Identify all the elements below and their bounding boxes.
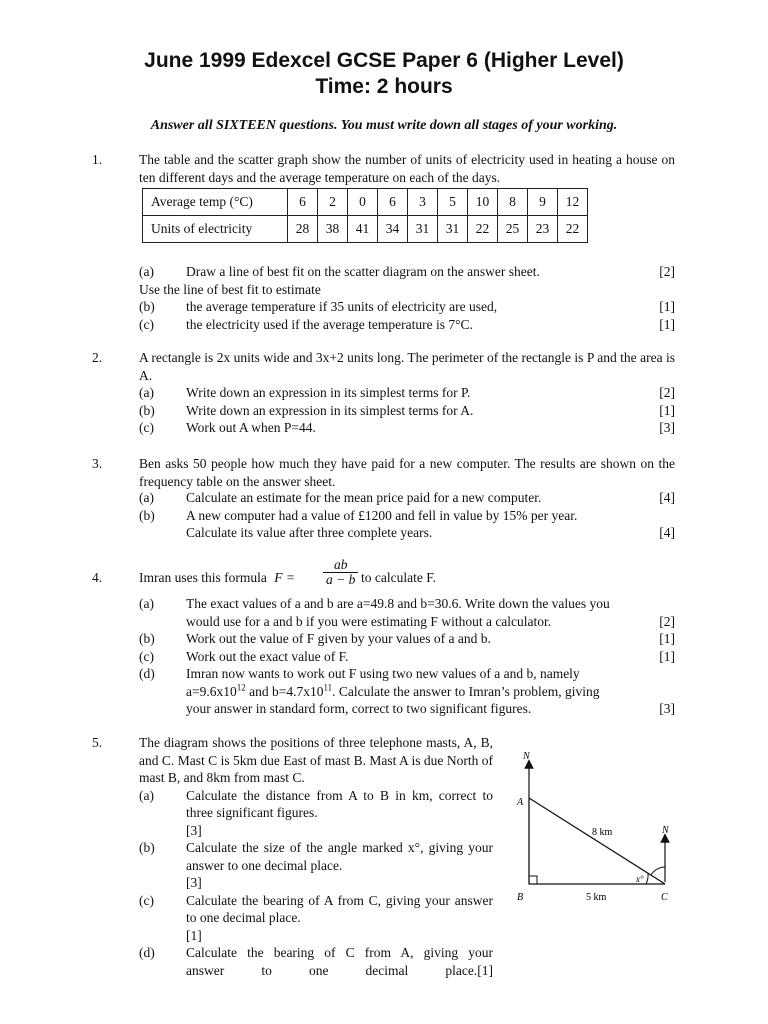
question-2-parts	[139, 384, 675, 437]
part-text: Work out the value of F given by your values of a and b.	[186, 631, 491, 646]
table-cell: 22	[558, 216, 588, 243]
part-label: (c)	[139, 316, 154, 332]
part-text: Work out the exact value of F.	[186, 648, 349, 664]
part-2b	[139, 402, 675, 420]
table-cell: 10	[468, 189, 498, 216]
part-text: the average temperature if 35 units of electricity are used,	[186, 299, 498, 314]
north-label-c: N	[662, 825, 669, 836]
part-text-standard-form	[186, 683, 675, 701]
part-text-body: Calculate the bearing of C from A, giving your	[186, 945, 493, 960]
part-text: Calculate an estimate for the mean price paid for a new computer.	[186, 490, 542, 505]
table-cell: 31	[438, 216, 468, 243]
part-4d-cont	[139, 683, 675, 701]
part-label: (b)	[139, 299, 155, 314]
part-1c	[139, 316, 675, 334]
angle-x-label: x°	[636, 874, 644, 884]
part-4b	[139, 630, 675, 648]
formula-fraction	[323, 558, 358, 587]
part-text: the electricity used if the average temperature is 7°C.	[186, 316, 473, 332]
part-label: (b)	[139, 840, 155, 855]
part-1b	[139, 298, 675, 316]
question-3-number: 3.	[92, 456, 103, 471]
table-row	[143, 216, 588, 243]
table-row	[143, 189, 588, 216]
part-1a	[139, 263, 675, 281]
part-3a	[139, 489, 675, 507]
point-b-label: B	[517, 892, 524, 903]
part-text: would use for a and b if you were estimating F without a calculator.	[186, 613, 552, 629]
north-label-a: N	[523, 751, 530, 762]
table-cell: 28	[288, 216, 318, 243]
part-text: Calculate its value after three complete years.	[186, 525, 433, 540]
marks: [3]	[659, 420, 675, 435]
point-c-label: C	[661, 892, 668, 903]
part-5c	[139, 892, 493, 945]
part-text	[186, 839, 493, 892]
hypotenuse-label: 8 km	[592, 827, 613, 838]
part-text	[186, 787, 493, 840]
question-1-number: 1.	[92, 152, 103, 167]
table-cell: 31	[408, 216, 438, 243]
marks: [4]	[659, 490, 675, 505]
part-4d-cont2	[139, 700, 675, 718]
part-5b	[139, 839, 493, 892]
table-cell: 0	[348, 189, 378, 216]
use-line-instruction	[139, 281, 675, 299]
table-cell: 2	[318, 189, 348, 216]
part-label: (d)	[139, 666, 155, 681]
marks: [1]	[477, 962, 493, 978]
question-4-intro-text	[139, 569, 295, 587]
table-cell: 38	[318, 216, 348, 243]
b-value: and b=4.7x10	[245, 683, 324, 699]
marks: [3]	[186, 875, 202, 890]
part-text-body: Calculate the distance from A to B in km, correct to three significant figures.	[186, 787, 493, 820]
table-row-header: Average temp (°C)	[143, 189, 288, 216]
part-text-body: answer to one decimal place.	[186, 962, 478, 978]
part-5d	[139, 944, 493, 979]
part-label: (a)	[139, 787, 154, 803]
right-angle-marker	[529, 876, 537, 884]
marks: [1]	[659, 316, 675, 332]
marks: [2]	[659, 264, 675, 279]
table-cell: 12	[558, 189, 588, 216]
part-4a-cont	[139, 613, 675, 631]
part-text: Draw a line of best fit on the scatter diagram on the answer sheet.	[186, 264, 540, 279]
part-2c	[139, 419, 675, 437]
marks: [1]	[659, 648, 675, 664]
table-cell: 34	[378, 216, 408, 243]
intro-pre: Imran uses this formula	[139, 570, 267, 585]
marks: [2]	[659, 613, 675, 629]
a-exponent: 12	[236, 682, 246, 692]
table-cell: 3	[408, 189, 438, 216]
part-label: (b)	[139, 507, 155, 523]
part-text-body: Calculate the bearing of A from C, giving your answer to one decimal place.	[186, 892, 493, 925]
table-cell: 25	[498, 216, 528, 243]
temperature-electricity-table	[142, 188, 588, 243]
part-3b-cont	[139, 524, 675, 542]
part-4a	[139, 595, 675, 613]
formula-denominator: a − b	[326, 572, 356, 587]
question-4-number: 4.	[92, 570, 103, 585]
part-label: (a)	[139, 490, 154, 505]
marks: [3]	[186, 822, 202, 838]
base-label: 5 km	[586, 892, 607, 903]
part-label: (c)	[139, 892, 154, 908]
table-cell: 6	[378, 189, 408, 216]
part-text: Work out A when P=44.	[186, 420, 316, 435]
question-4-intro	[139, 556, 675, 596]
marks: [1]	[659, 299, 675, 314]
formula-lhs: F =	[274, 570, 295, 585]
question-3-parts	[139, 489, 675, 542]
use-line-text: Use the line of best fit to estimate	[139, 281, 321, 297]
marks: [2]	[659, 385, 675, 400]
part-text: Write down an expression in its simplest terms for P.	[186, 385, 471, 400]
part-label: (c)	[139, 420, 154, 435]
marks: [3]	[659, 701, 675, 716]
question-4-parts	[139, 595, 675, 718]
part-label: (a)	[139, 596, 154, 611]
b-exponent: 11	[323, 682, 333, 692]
part-4c	[139, 648, 675, 666]
instructions: Answer all SIXTEEN questions. You must write down all stages of your working.	[150, 118, 618, 133]
table-cell: 8	[498, 189, 528, 216]
part-text: Write down an expression in its simplest terms for A.	[186, 402, 474, 418]
marks: [1]	[659, 631, 675, 646]
marks: [1]	[186, 927, 202, 943]
question-1-parts	[139, 263, 675, 333]
part-text: The exact values of a and b are a=49.8 and b=30.6. Write down the values you	[186, 596, 610, 611]
part-text-body: Calculate the size of the angle marked x°, giving your answer to one decimal place.	[186, 840, 493, 873]
part-label: (b)	[139, 402, 155, 418]
question-5-intro: The diagram shows the positions of three telephone masts, A, B, and C. Mast C is 5km due East of mast B. Mast A is due North of mast B, and 8km from mast C.	[139, 735, 493, 785]
question-2-intro: A rectangle is 2x units wide and 3x+2 units long. The perimeter of the rectangle is P and the area is A.	[139, 350, 675, 383]
part-text-rest: . Calculate the answer to Imran’s problem, giving	[332, 683, 600, 699]
part-text: your answer in standard form, correct to two significant figures.	[186, 701, 532, 716]
question-3-intro: Ben asks 50 people how much they have paid for a new computer. The results are shown on the frequency table on the answer sheet.	[139, 456, 675, 489]
angle-arc	[646, 873, 648, 884]
question-2-number: 2.	[92, 350, 103, 365]
part-label: (b)	[139, 631, 155, 646]
part-2a	[139, 384, 675, 402]
a-value: a=9.6x10	[186, 683, 237, 699]
table-row-header: Units of electricity	[143, 216, 288, 243]
intro-post: to calculate F.	[361, 570, 437, 585]
paper-time: Time: 2 hours	[315, 75, 453, 98]
part-label: (d)	[139, 945, 155, 960]
part-3b	[139, 507, 675, 525]
part-5a	[139, 787, 493, 840]
part-text	[186, 944, 493, 979]
table-cell: 22	[468, 216, 498, 243]
question-1-intro: The table and the scatter graph show the number of units of electricity used in heating a house on ten different days and the average temperature on each of the days.	[139, 152, 675, 185]
formula-numerator: ab	[323, 558, 358, 573]
question-5-text	[139, 734, 493, 979]
part-text	[186, 892, 493, 945]
part-text: A new computer had a value of £1200 and fell in value by 15% per year.	[186, 507, 578, 523]
part-4d	[139, 665, 675, 683]
part-text: Imran now wants to work out F using two new values of a and b, namely	[186, 666, 580, 681]
table-cell: 23	[528, 216, 558, 243]
mast-triangle-diagram	[508, 742, 708, 912]
marks: [4]	[659, 525, 675, 540]
angle-arc-north	[651, 867, 665, 875]
point-a-label: A	[517, 797, 524, 808]
part-label: (c)	[139, 648, 154, 664]
table-cell: 5	[438, 189, 468, 216]
paper-title: June 1999 Edexcel GCSE Paper 6 (Higher Level)	[144, 49, 624, 72]
table-cell: 6	[288, 189, 318, 216]
side-ac	[529, 798, 665, 884]
table-cell: 41	[348, 216, 378, 243]
table-cell: 9	[528, 189, 558, 216]
part-label: (a)	[139, 264, 154, 279]
marks: [1]	[659, 402, 675, 418]
question-5-number: 5.	[92, 735, 103, 750]
part-label: (a)	[139, 385, 154, 400]
